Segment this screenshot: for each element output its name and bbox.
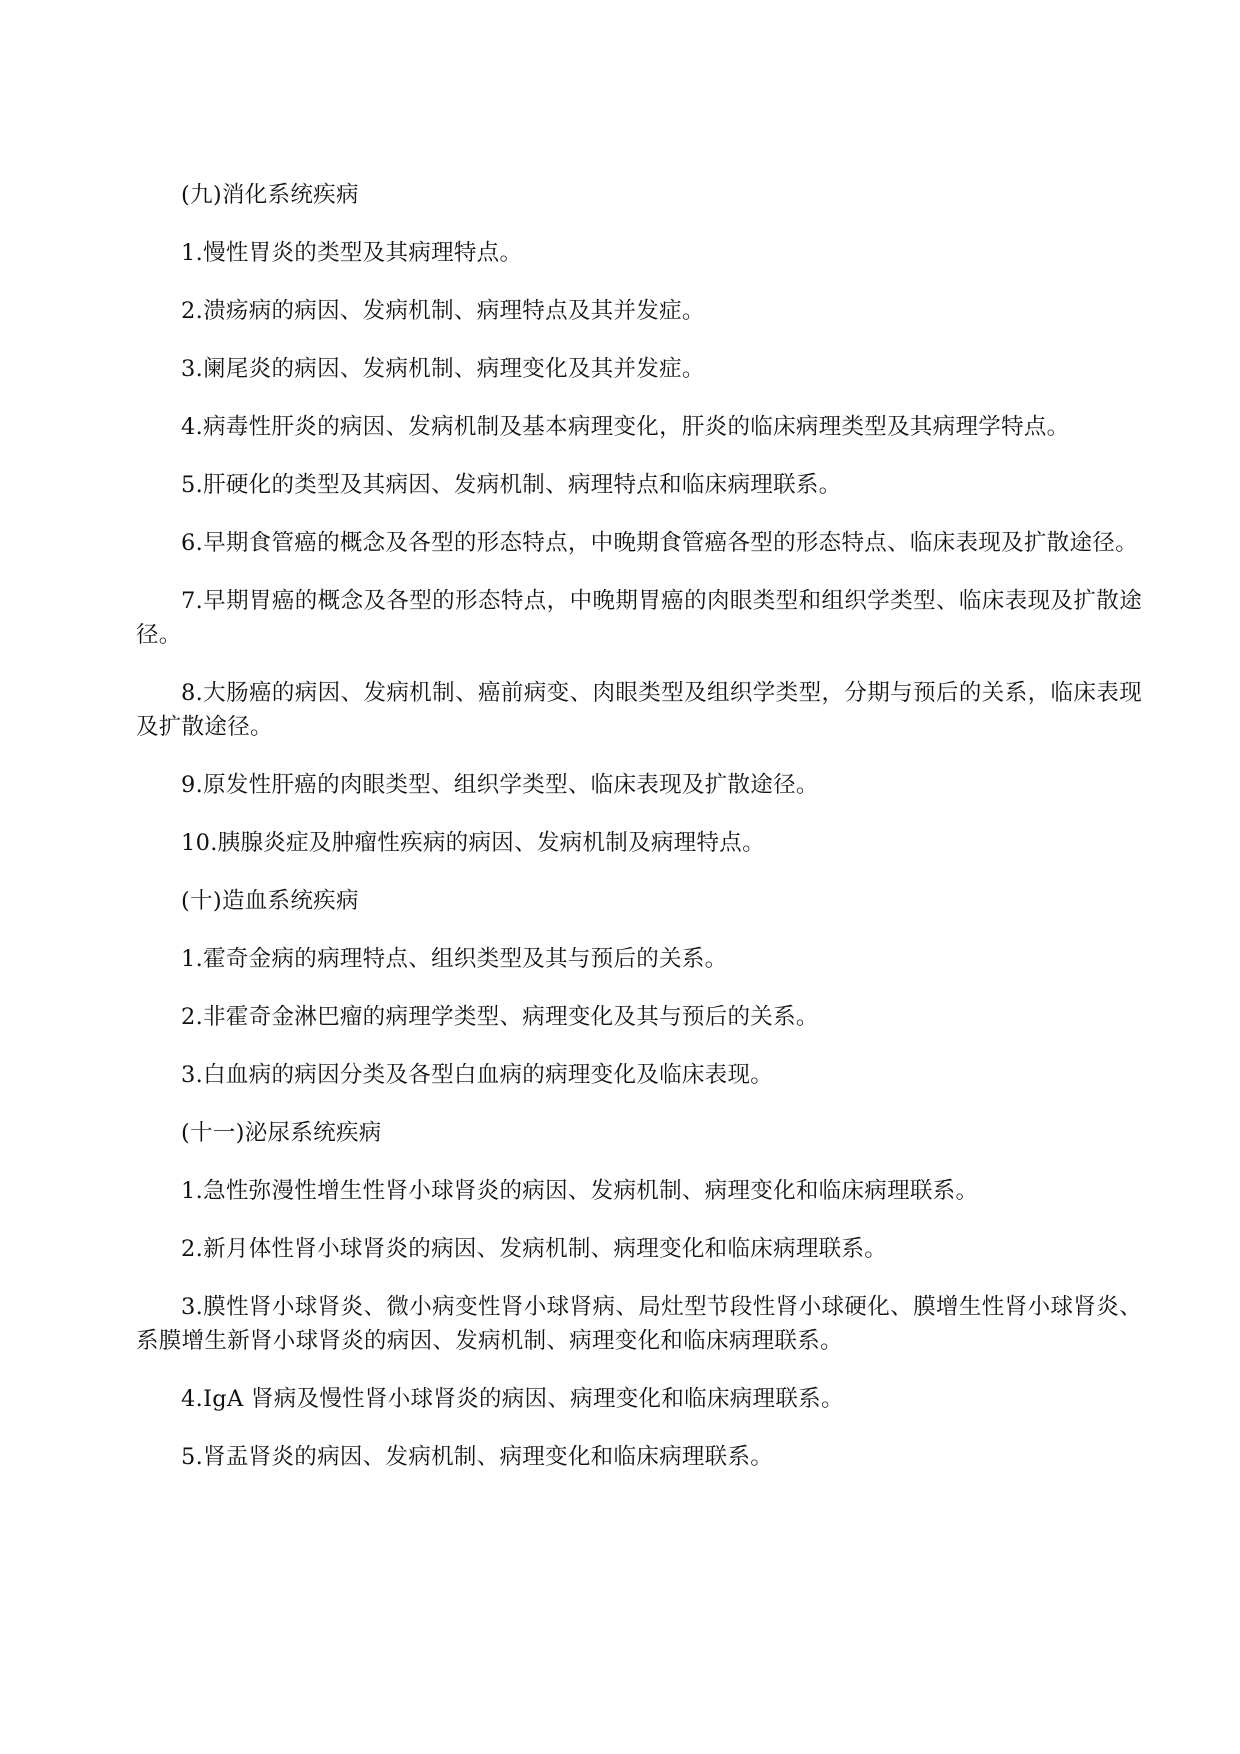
list-item: 4.IgA 肾病及慢性肾小球肾炎的病因、病理变化和临床病理联系。 (181, 1386, 844, 1412)
section-heading-digestive: (九)消化系统疾病 (181, 182, 359, 208)
list-item: 5.肝硬化的类型及其病因、发病机制、病理特点和临床病理联系。 (181, 472, 842, 498)
list-item: 3.阑尾炎的病因、发病机制、病理变化及其并发症。 (181, 356, 705, 382)
list-item: 4.病毒性肝炎的病因、发病机制及基本病理变化，肝炎的临床病理类型及其病理学特点。 (181, 414, 1070, 440)
list-item: 2.新月体性肾小球肾炎的病因、发病机制、病理变化和临床病理联系。 (181, 1236, 888, 1262)
list-item: 1.慢性胃炎的类型及其病理特点。 (181, 240, 523, 266)
list-item: 2.溃疡病的病因、发病机制、病理特点及其并发症。 (181, 298, 705, 324)
list-item: 5.肾盂肾炎的病因、发病机制、病理变化和临床病理联系。 (181, 1444, 774, 1470)
document-body (136, 178, 1142, 1498)
list-item: 6.早期食管癌的概念及各型的形态特点，中晚期食管癌各型的形态特点、临床表现及扩散途径。 (181, 530, 1138, 556)
list-item: 3.白血病的病因分类及各型白血病的病理变化及临床表现。 (181, 1062, 774, 1088)
section-heading-hematopoietic: (十)造血系统疾病 (181, 888, 359, 914)
list-item: 1.急性弥漫性增生性肾小球肾炎的病因、发病机制、病理变化和临床病理联系。 (181, 1178, 979, 1204)
list-item: 1.霍奇金病的病理特点、组织类型及其与预后的关系。 (181, 946, 728, 972)
list-item: 9.原发性肝癌的肉眼类型、组织学类型、临床表现及扩散途径。 (181, 772, 819, 798)
list-item: 7.早期胃癌的概念及各型的形态特点，中晚期胃癌的肉眼类型和组织学类型、临床表现及扩散途径。 (136, 588, 1142, 648)
section-heading-urinary: (十一)泌尿系统疾病 (181, 1120, 382, 1146)
list-item: 3.膜性肾小球肾炎、微小病变性肾小球肾病、局灶型节段性肾小球硬化、膜增生性肾小球肾炎、系膜增生新肾小球肾炎的病因、发病机制、病理变化和临床病理联系。 (136, 1294, 1142, 1354)
list-item: 2.非霍奇金淋巴瘤的病理学类型、病理变化及其与预后的关系。 (181, 1004, 819, 1030)
list-item: 10.胰腺炎症及肿瘤性疾病的病因、发病机制及病理特点。 (181, 830, 765, 856)
list-item: 8.大肠癌的病因、发病机制、癌前病变、肉眼类型及组织学类型，分期与预后的关系，临床表现及扩散途径。 (136, 680, 1142, 740)
